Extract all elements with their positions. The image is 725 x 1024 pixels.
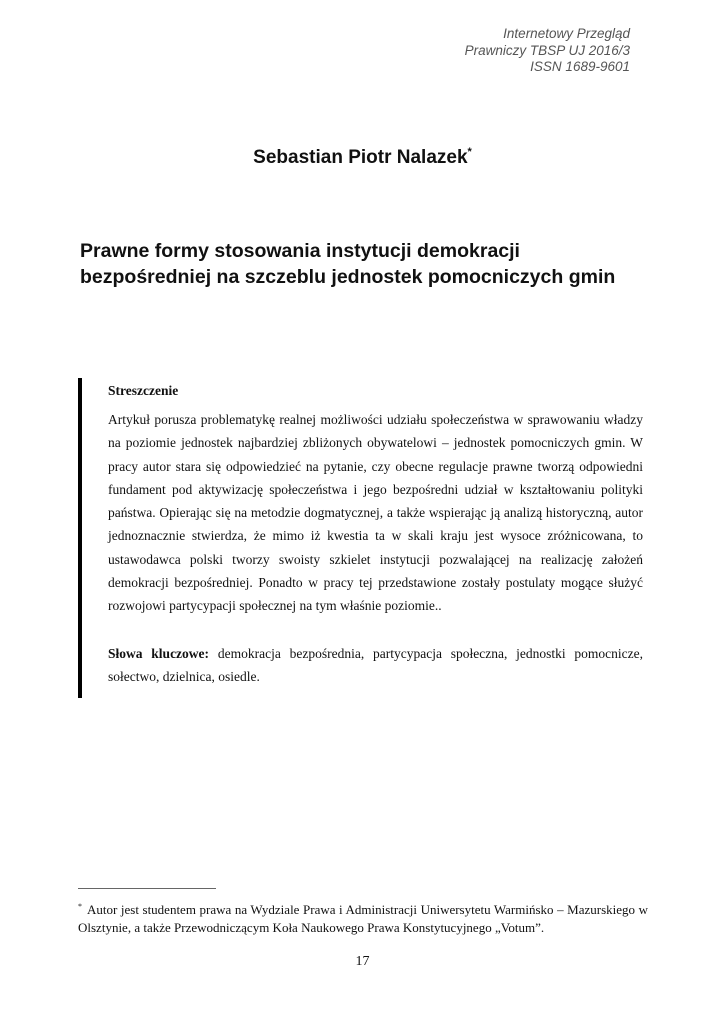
journal-name-line-1: Internetowy Przegląd [503,26,630,41]
abstract-text: Artykuł porusza problematykę realnej możliwości udziału społeczeństwa w sprawowaniu władzy na poziomie jednostek najbardziej zbliżonych obywatelowi – jednostek pomocniczych gmin. W pracy autor stara się odpowiedzieć na pytanie, czy obecne regulacje prawne tworzą odpowiedni fundament pod aktywizację społeczeństwa i jego bezpośredni udział w kształtowaniu polityki państwa. Opierając się na metodzie dogmatycznej, a także wspierając ją analizą historyczną, autor jednoznacznie stwierdza, że mimo iż kwestia ta w skali kraju jest wysoce zróżnicowana, to ustawodawca polski tworzy swoisty szkielet instytucji pozwalającej na realizację założeń demokracji bezpośredniej. Ponadto w pracy tej przedstawione zostały postulaty mogące służyć rozwojowi partycypacji społecznej na tym właśnie poziomie.. [108,412,643,614]
abstract-heading: Streszczenie [108,383,179,398]
footnote-divider [78,888,216,889]
journal-issn: ISSN 1689-9601 [530,59,630,74]
journal-name-line-2: Prawniczy TBSP UJ 2016/3 [464,42,630,58]
article-title: Prawne formy stosowania instytucji demokracji bezpośredniej na szczeblu jednostek pomocniczych gmin [80,240,616,288]
footnote [78,898,648,936]
author-name-text: Sebastian Piotr Nalazek [253,147,468,168]
page-number: 17 [355,954,370,969]
author-footnote-mark[interactable]: * [467,146,472,158]
author-name [0,146,725,169]
footnote-text: Autor jest studentem prawa na Wydziale Prawa i Administracji Uniwersytetu Warmińsko – Mazurskiego w Olsztynie, a także Przewodniczącym Koła Naukowego Prawa Konstytucyjnego „Votum”. [78,902,648,935]
keywords-label: Słowa kluczowe: [108,645,210,661]
footnote-mark: * [78,902,82,911]
keywords-list: demokracja bezpośrednia, partycypacja społeczna, jednostki pomocnicze, sołectwo, dzielnica, osiedle. [108,645,643,684]
abstract-side-bar [78,378,82,698]
journal-header [465,26,630,76]
abstract-section [108,383,643,688]
keywords [108,642,643,689]
